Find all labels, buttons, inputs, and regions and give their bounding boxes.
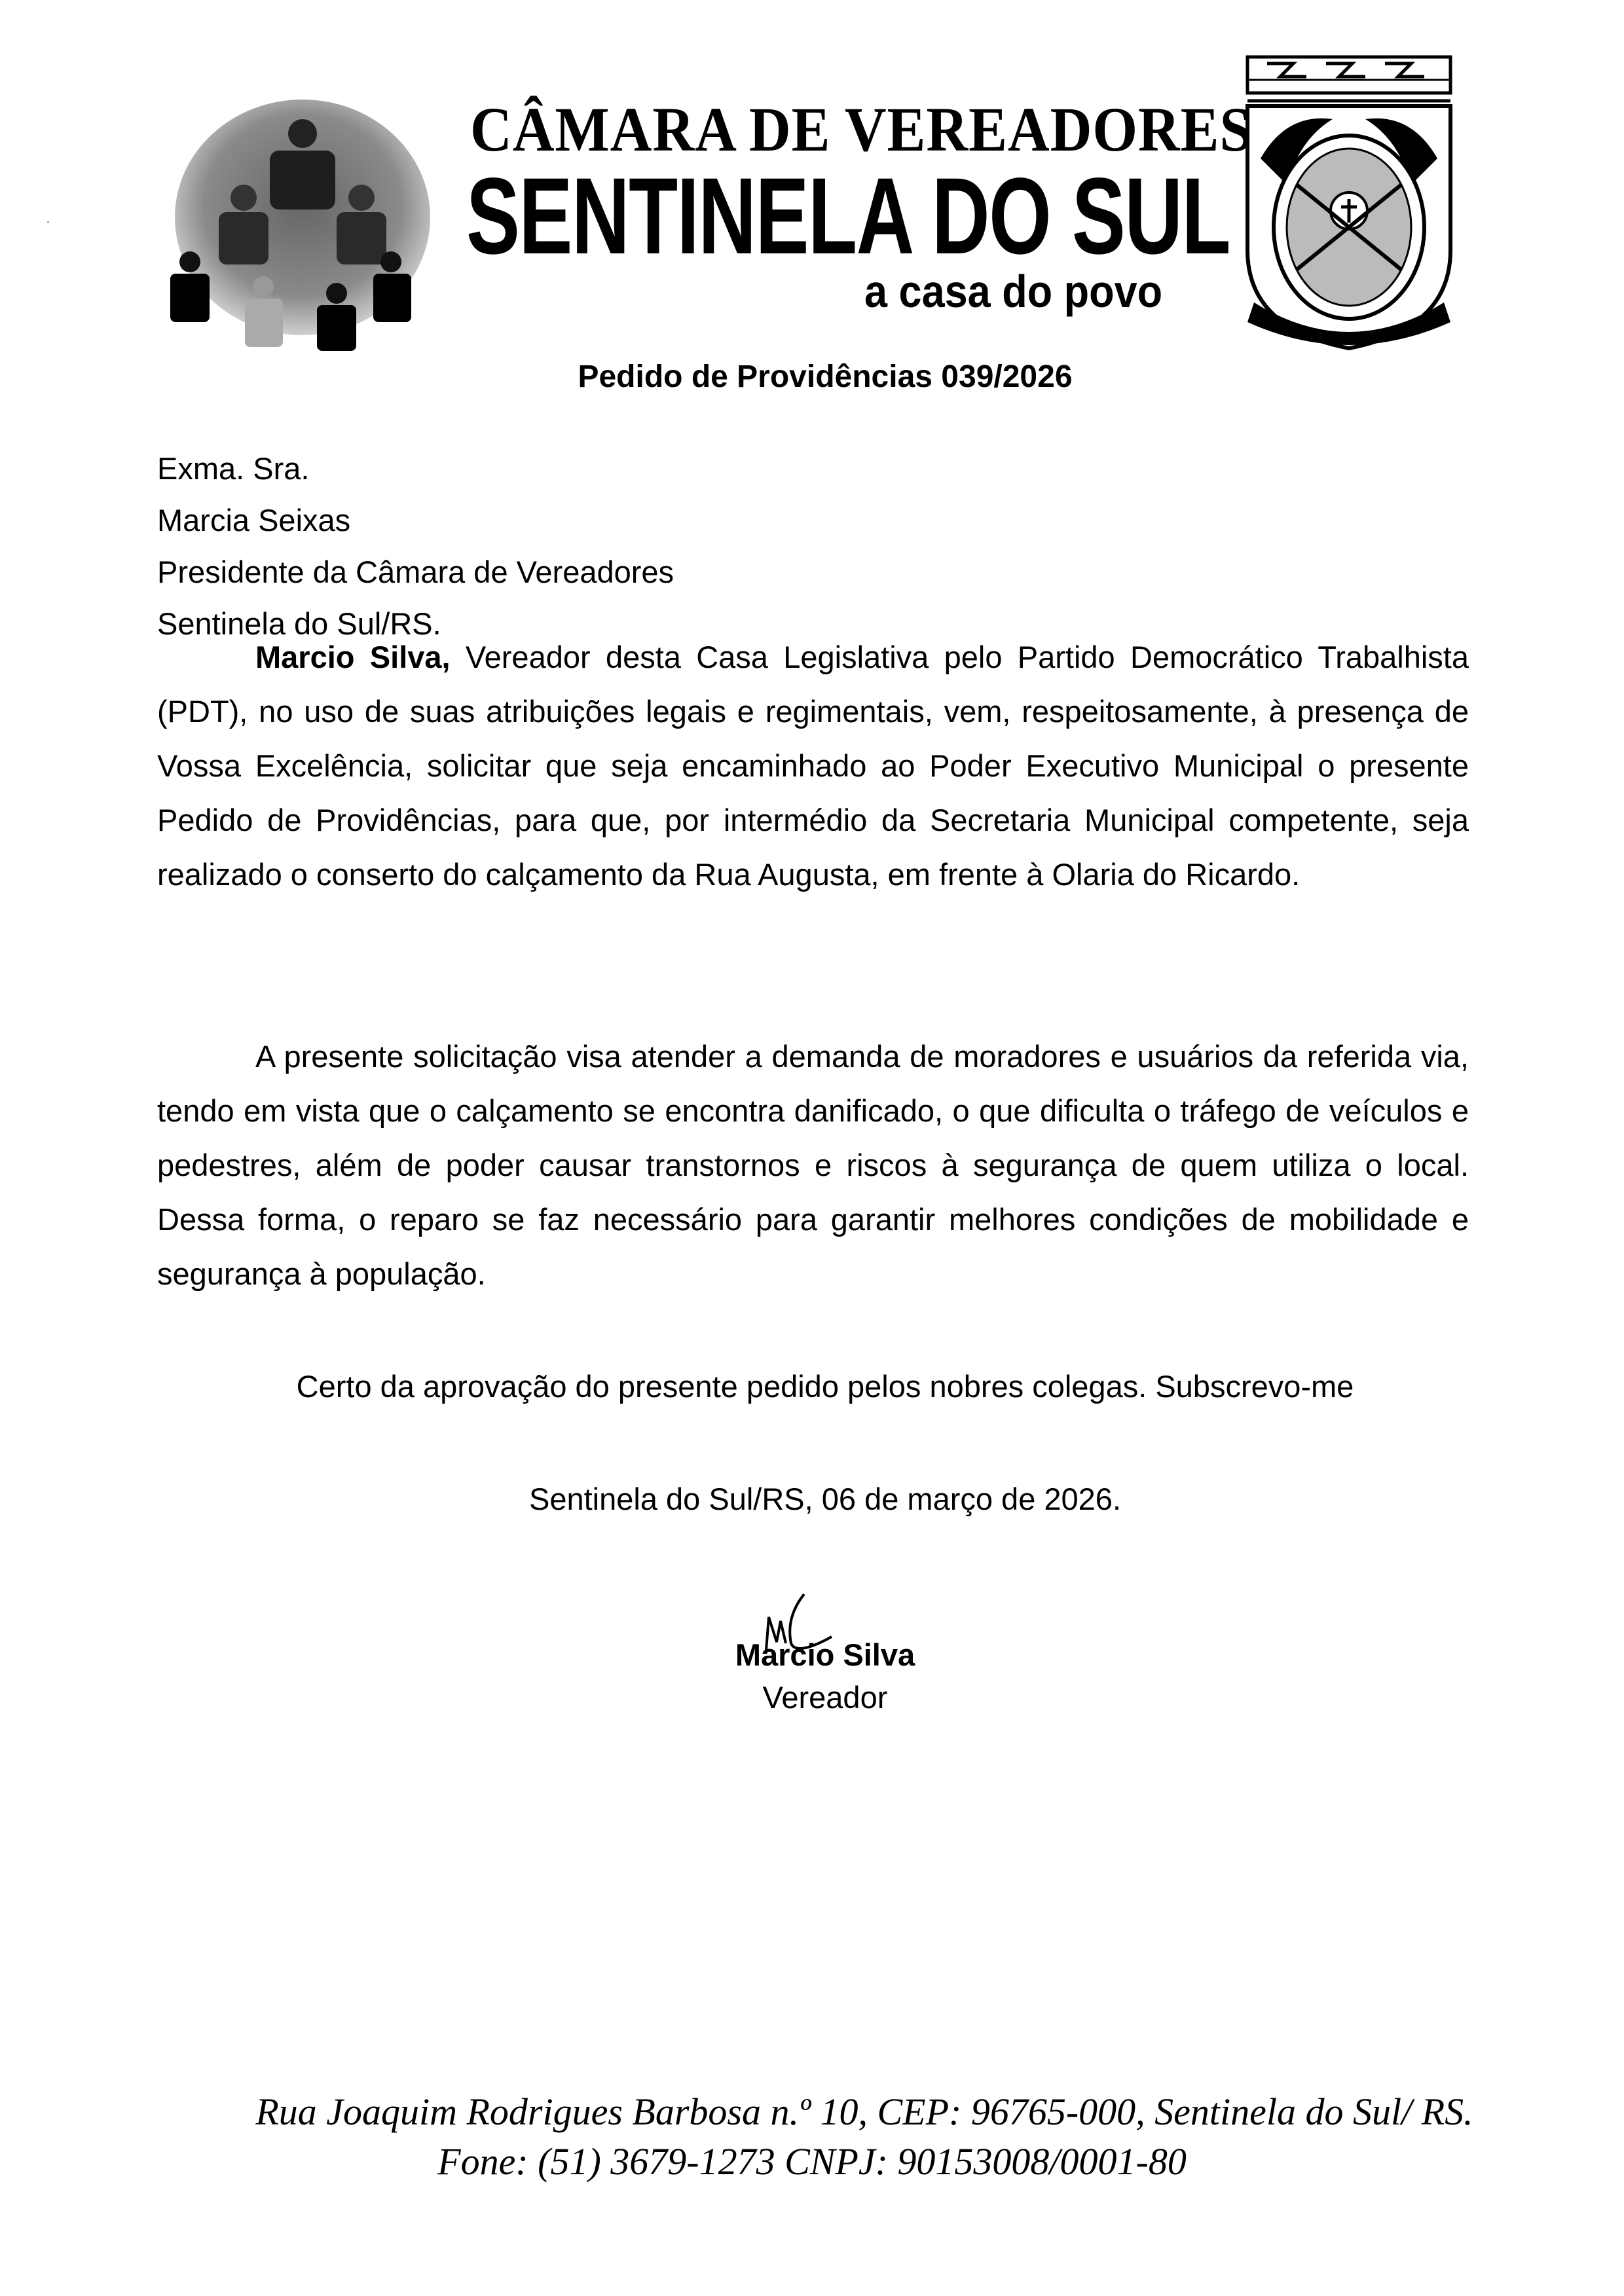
footer-address: Rua Joaquim Rodrigues Barbosa n.º 10, CEP: 96765-000, Sentinela do Sul/ RS. (255, 2090, 1473, 2133)
request-text: Vereador desta Casa Legislativa pelo Partido Democrático Trabalhista (PDT), no uso de suas atribuições legais e regimentais, vem, respeitosamente, à presença de Vossa Excelência, solicitar que seja encaminhado ao Poder Executivo Municipal o presente Pedido de Providências, para que, por intermédio da Secretaria Municipal competente, seja realizado o conserto do calçamento da Rua Augusta, em frente à Olaria do Ricardo. (157, 640, 1469, 892)
body-paragraph-justification: A presente solicitação visa atender a demanda de moradores e usuários da referida via, tendo em vista que o calçamento se encontra danificado, o que dificulta o tráfego de veículos e pedestres, além de poder causar transtornos e riscos à segurança de quem utiliza o local. Dessa forma, o reparo se faz necessário para garantir melhores condições de mobilidade e segurança à população. (157, 1039, 1469, 1291)
chamber-name-line2: SENTINELA DO SUL (466, 156, 1230, 277)
recipient-name: Marcia Seixas (157, 503, 351, 538)
body-paragraph-request (157, 630, 1469, 902)
councilor-name-lead: Marcio Silva, (255, 640, 451, 674)
people-group-logo-icon (165, 100, 440, 355)
closing-sentence: Certo da aprovação do presente pedido pelos nobres colegas. Subscrevo-me (296, 1369, 1354, 1404)
recipient-title: Presidente da Câmara de Vereadores (157, 555, 674, 589)
chamber-name-line1: CÂMARA DE VEREADORES (470, 94, 1253, 164)
municipal-coat-of-arms-icon (1234, 54, 1464, 355)
signatory-name: Marcio Silva (735, 1637, 915, 1672)
scan-speck (47, 221, 49, 223)
document-title: Pedido de Providências 039/2026 (578, 359, 1073, 394)
chamber-tagline: a casa do povo (864, 266, 1163, 317)
recipient-location: Sentinela do Sul/RS. (157, 606, 441, 641)
place-and-date: Sentinela do Sul/RS, 06 de março de 2026. (528, 1482, 1122, 1516)
recipient-block (157, 443, 674, 649)
recipient-salutation: Exma. Sra. (157, 451, 310, 486)
footer-contact: Fone: (51) 3679-1273 CNPJ: 90153008/0001-80 (437, 2140, 1187, 2183)
signatory-role: Vereador (762, 1680, 888, 1715)
